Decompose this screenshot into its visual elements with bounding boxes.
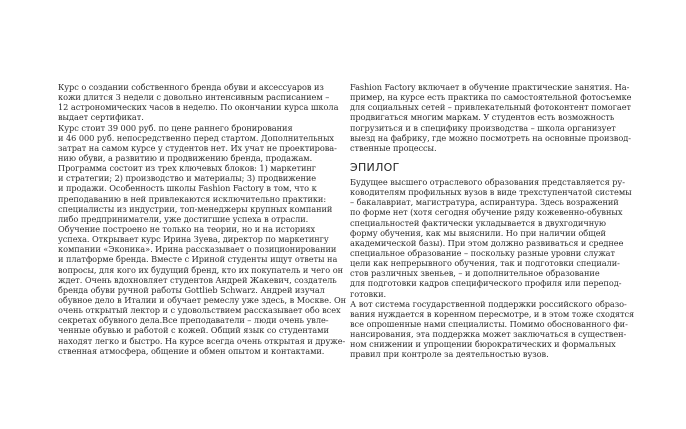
right-column — [350, 82, 635, 360]
text-line: обувное дело в Италии и обучает ремеслу уже здесь, в Москве. Он — [58, 294, 347, 305]
text-line: пример, на курсе есть практика по самостоятельной фотосъемке — [350, 92, 632, 103]
text-line: для социальных сетей – привлекательный фотоконтент помогает — [350, 102, 631, 113]
text-line: либо предприниматели, уже достигшие успеха в отрасли. — [58, 213, 309, 224]
text-line: секретах обувного дела.Все преподаватели – люди очень увле- — [58, 315, 329, 326]
text-line: успеха. Открывает курс Ирина Зуева, директор по маркетингу — [58, 234, 329, 245]
text-line: Курс стоит 39 000 руб. по цене раннего бронирования — [58, 122, 293, 133]
text-line: продвигаться многим маркам. У студентов есть возможность — [350, 112, 615, 123]
text-line: нию обуви, а развитию и продвижению бренда, продажам. — [58, 152, 313, 163]
text-line: Будущее высшего отраслевого образования представляется ру- — [350, 176, 625, 187]
text-line: стов различных звеньев, – и дополнительное образование — [350, 268, 600, 279]
text-line: выдает сертификат. — [58, 112, 144, 123]
text-line: кожи длится 3 недели с довольно интенсивным расписанием – — [58, 92, 330, 103]
text-line: бренда обуви ручной работы Gottlieb Schwarz. Андрей изучал — [58, 284, 325, 295]
text-line: 12 астрономических часов в неделю. По окончании курса школа — [58, 102, 339, 113]
text-line: специальное образование – поскольку разные уровни служат — [350, 247, 615, 258]
text-line: Курс о создании собственного бренда обуви и аксессуаров из — [58, 82, 324, 92]
text-line: готовки. — [350, 288, 387, 299]
text-line: Fashion Factory включает в обучение практические занятия. На- — [350, 82, 630, 92]
left-column — [58, 82, 347, 356]
text-line: очень открытый лектор и с удовольствием рассказывает обо всех — [58, 305, 341, 316]
text-line: специалисты из индустрии, топ-менеджеры крупных компаний — [58, 203, 333, 214]
text-line: вания нуждается в коренном пересмотре, и в этом тоже сходятся — [350, 308, 635, 319]
text-line: нансирования, эта поддержка может заключаться в существен- — [350, 329, 627, 340]
text-line: и платформе бренда. Вместе с Ириной студенты ищут ответы на — [58, 254, 338, 265]
text-line: и продажи. Особенность школы Fashion Factory в том, что к — [58, 183, 317, 194]
text-line: преподаванию в ней привлекаются исключительно практики: — [58, 193, 327, 204]
text-line: форму обучения, как мы выяснили. Но при наличии общей — [350, 227, 606, 238]
text-line: и стратегии; 2) производство и материалы; 3) продвижение — [58, 173, 317, 184]
text-line: компании «Эконика». Ирина рассказывает о позиционировании — [58, 244, 337, 255]
section-heading: ЭПИЛОГ — [350, 160, 400, 174]
text-line: специальностей фактически укладывается в двухгодичную — [350, 217, 606, 228]
text-line: ственные процессы. — [350, 142, 437, 153]
text-line: ководителям профильных вузов в виде трехступенчатой системы — [350, 187, 632, 198]
text-line: – бакалавриат, магистратура, аспирантура. Здесь возражений — [350, 197, 619, 208]
text-line: ченные обувью и работой с кожей. Общий язык со студентами — [58, 325, 329, 336]
text-line: ном снижении и упрощении бюрократических и формальных — [350, 339, 616, 350]
text-line: и 46 000 руб. непосредственно перед стартом. Дополнительных — [58, 132, 334, 143]
text-line: вопросы, для кого их будущий бренд, кто их покупатель и чего он — [58, 264, 344, 275]
text-line: для подготовки кадров специфического профиля или перепод- — [350, 278, 622, 289]
text-line: выезд на фабрику, где можно посмотреть на основные производ- — [350, 132, 631, 143]
text-line: по форме нет (хотя сегодня обучение ряду кожевенно-обувных — [350, 207, 623, 218]
text-line: все опрошенные нами специалисты. Помимо обоснованного фи- — [350, 318, 628, 329]
text-line: погрузиться и в специфику производства – школа организует — [350, 122, 616, 133]
text-line: ственная атмосфера, общение и обмен опытом и контактами. — [58, 345, 325, 356]
text-line: ждет. Очень вдохновляет студентов Андрей Жакевич, создатель — [58, 274, 337, 285]
text-line: правил при контроле за деятельностью вузов. — [350, 349, 549, 360]
text-line: А вот система государственной поддержки российского образо- — [350, 298, 627, 309]
text-line: затрат на самом курсе у студентов нет. Их учат не проектирова- — [58, 142, 337, 153]
text-line: цели как непрерывного обучения, так и подготовки специали- — [350, 258, 620, 269]
text-line: находят легко и быстро. На курсе всегда очень открытая и друже- — [58, 335, 346, 346]
text-line: Обучение построено не только на теории, но и на историях — [58, 223, 316, 234]
text-line: Программа состоит из трех ключевых блоков: 1) маркетинг — [58, 163, 317, 174]
text-line: академической базы). При этом должно развиваться и среднее — [350, 237, 624, 248]
